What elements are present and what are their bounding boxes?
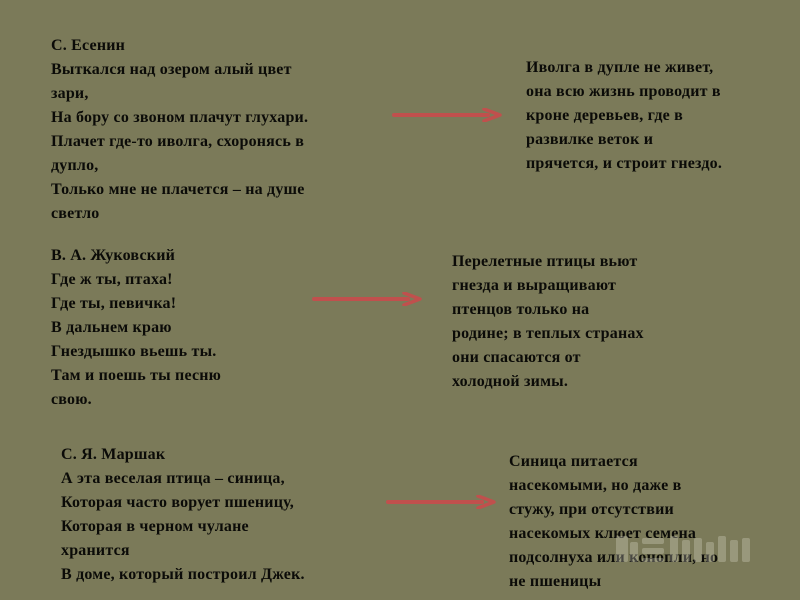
fact-line: холодной зимы. [452,373,569,390]
right-arrow-icon [386,495,496,509]
fact-titmouse [509,450,789,594]
fact-line: насекомыми, но даже в [509,477,682,494]
poem-line: светло [51,205,100,222]
fact-line: они спасаются от [452,349,581,366]
fact-oriole [526,56,786,176]
poem-zhukovsky [51,244,311,412]
fact-line: прячется, и строит гнездо. [526,155,723,172]
watermark-logo-icon [612,530,762,570]
fact-line: Иволга в дупле не живет, [526,59,714,76]
fact-line: подсолнуха или конопли, но [509,549,719,566]
poem-line: Там и поешь ты песню [51,367,222,384]
poem-line: В дальнем краю [51,319,172,336]
fact-line: стужу, при отсутствии [509,501,674,518]
poem-line: Только мне не плачется – на душе [51,181,305,198]
poem-line: Которая часто ворует пшеницу, [61,494,294,511]
fact-line: насекомых клюет семена [509,525,697,542]
poem-line: На бору со звоном плачут глухари. [51,109,309,126]
poem-yesenin [51,34,381,226]
poem-line: А эта веселая птица – синица, [61,470,285,487]
fact-migratory-birds [452,250,722,394]
poem-line: зари, [51,85,89,102]
fact-line: кроне деревьев, где в [526,107,683,124]
right-arrow-icon [392,108,502,122]
poem-line: Где ж ты, птаха! [51,271,173,288]
fact-line: гнезда и выращивают [452,277,617,294]
poem-line: свою. [51,391,92,408]
poem-line: Плачет где-то иволга, схоронясь в [51,133,305,150]
poem-author: С. Я. Маршак [61,446,166,463]
fact-line: родине; в теплых странах [452,325,644,342]
poem-line: Выткался над озером алый цвет [51,61,292,78]
fact-line: не пшеницы [509,573,602,590]
poem-line: дупло, [51,157,99,174]
poem-marshak [61,443,391,587]
poem-author: С. Есенин [51,37,126,54]
fact-line: Перелетные птицы вьют [452,253,638,270]
fact-line: птенцов только на [452,301,590,318]
fact-line: развилке веток и [526,131,654,148]
poem-line: Которая в черном чулане [61,518,249,535]
fact-line: она всю жизнь проводит в [526,83,721,100]
poem-line: Где ты, певичка! [51,295,177,312]
poem-author: В. А. Жуковский [51,247,176,264]
right-arrow-icon [312,292,422,306]
poem-line: В доме, который построил Джек. [61,566,305,583]
poem-line: Гнездышко вьешь ты. [51,343,217,360]
fact-line: Синица питается [509,453,638,470]
poem-line: хранится [61,542,130,559]
